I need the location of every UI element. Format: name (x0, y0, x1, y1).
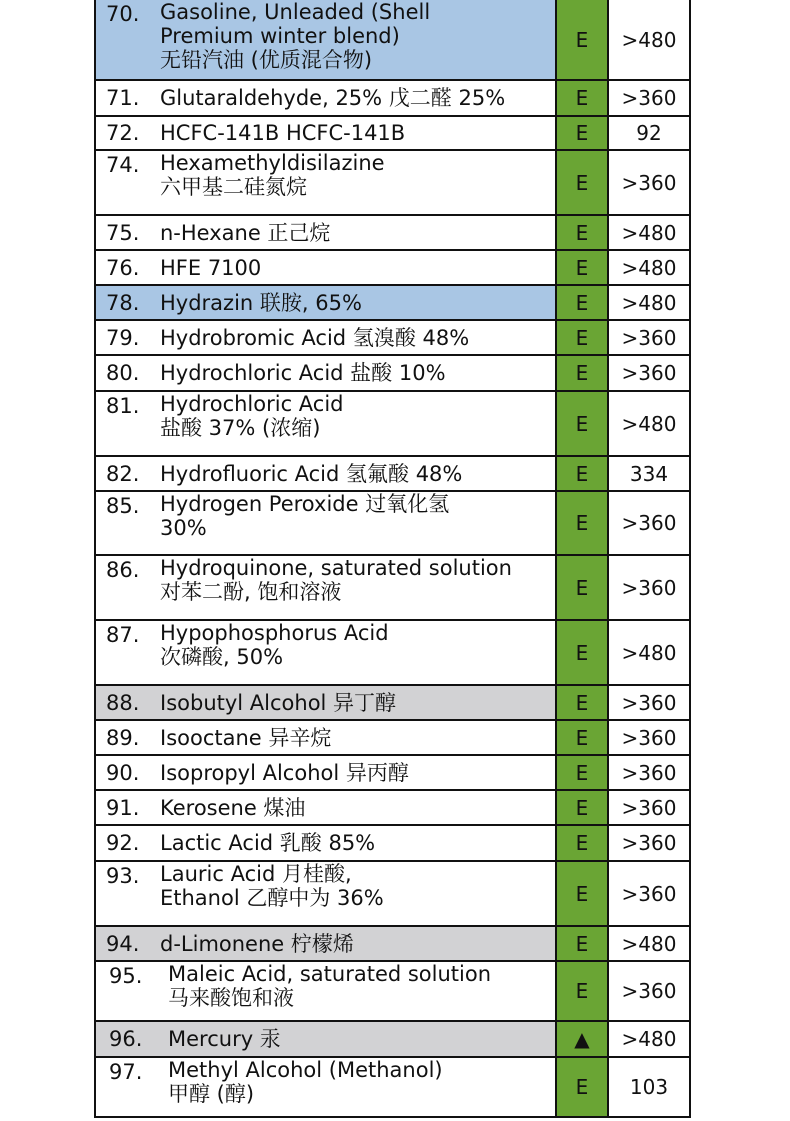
breakthrough-time-cell: >360 (609, 962, 691, 1020)
rating-cell: E (555, 286, 609, 319)
row-number: 97. (109, 1060, 143, 1084)
row-number: 74. (106, 153, 140, 177)
row-number: 78. (106, 290, 140, 315)
table-row (94, 151, 691, 216)
breakthrough-time-cell: 334 (609, 457, 691, 490)
breakthrough-time-cell: >360 (609, 151, 691, 214)
row-number: 70. (106, 2, 140, 26)
chemical-name (160, 0, 555, 72)
table-row (94, 826, 691, 862)
table-row (94, 721, 691, 756)
chemical-name-cell (94, 927, 555, 960)
table-row (94, 117, 691, 151)
chemical-name-cell (94, 962, 555, 1020)
table-row (94, 321, 691, 356)
chemical-name-cell (94, 356, 555, 390)
rating-cell: E (555, 721, 609, 754)
rating-cell: E (555, 492, 609, 554)
rating-cell: E (555, 1058, 609, 1116)
row-number: 71. (106, 86, 140, 110)
chemical-name-line: Hydrofluoric Acid 氢氟酸 48% (160, 461, 463, 486)
row-number: 90. (106, 760, 140, 785)
chemical-name (160, 761, 555, 785)
chemical-name (160, 121, 555, 145)
breakthrough-time-cell: >360 (609, 756, 691, 789)
table-row (94, 1022, 691, 1058)
chemical-name-line: Hydrobromic Acid 氢溴酸 48% (160, 325, 470, 350)
table-row (94, 286, 691, 321)
chemical-name-line: Lactic Acid 乳酸 85% (160, 831, 376, 855)
chemical-name-cell (94, 721, 555, 754)
chemical-name-line: HFE 7100 (160, 255, 262, 280)
rating-cell: E (555, 826, 609, 860)
breakthrough-time-cell: >480 (609, 216, 691, 249)
chemical-name-line: Hydrogen Peroxide 过氧化氢 (160, 492, 450, 516)
chemical-name-line: 对苯二酚, 饱和溶液 (160, 580, 342, 604)
row-number: 96. (109, 1027, 143, 1051)
rating-cell: E (555, 621, 609, 684)
chemical-name (160, 462, 555, 486)
row-number: 86. (106, 558, 140, 582)
chemical-name-cell (94, 286, 555, 319)
chemical-name-line: 30% (160, 516, 207, 540)
breakthrough-time-cell: >360 (609, 492, 691, 554)
breakthrough-time-cell: >360 (609, 321, 691, 354)
rating-cell: E (555, 556, 609, 619)
table-row (94, 81, 691, 117)
chemical-name-line: Ethanol 乙醇中为 36% (160, 886, 384, 910)
rating-cell: E (555, 0, 609, 79)
chemical-name-cell (94, 0, 555, 79)
table-row (94, 756, 691, 791)
chemical-name (160, 862, 555, 910)
chemical-name (160, 221, 555, 245)
row-number: 88. (106, 690, 140, 715)
breakthrough-time-cell: >360 (609, 791, 691, 824)
row-number: 80. (106, 361, 140, 385)
chemical-name (160, 392, 555, 440)
row-number: 92. (106, 831, 140, 855)
table-row (94, 862, 691, 927)
table-row (94, 457, 691, 492)
breakthrough-time-cell: >360 (609, 862, 691, 925)
breakthrough-time-cell: >360 (609, 721, 691, 754)
chemical-name-line: 盐酸 37% (浓缩) (160, 416, 321, 440)
table-row (94, 962, 691, 1022)
chemical-name-cell (94, 826, 555, 860)
chemical-name-line: Hydrochloric Acid (160, 392, 344, 416)
chemical-name-line: 甲醇 (醇) (168, 1082, 255, 1106)
breakthrough-time-cell: >480 (609, 251, 691, 284)
row-number: 94. (106, 931, 140, 956)
chemical-name-line: Hydroquinone, saturated solution (160, 556, 512, 580)
chemical-name-line: 六甲基二硅氮烷 (160, 175, 307, 199)
breakthrough-time-cell: >480 (609, 621, 691, 684)
chemical-name-cell (94, 686, 555, 719)
row-number: 91. (106, 795, 140, 820)
table-row (94, 492, 691, 556)
chemical-name-cell (94, 117, 555, 149)
table-row (94, 216, 691, 251)
chemical-name-cell (94, 251, 555, 284)
chemical-name (160, 831, 555, 855)
chemical-name-cell (94, 556, 555, 619)
chemical-name-line: 无铅汽油 (优质混合物) (160, 48, 373, 72)
chemical-name (160, 492, 555, 540)
rating-cell: E (555, 927, 609, 960)
chemical-name-line: Glutaraldehyde, 25% 戊二醛 25% (160, 86, 506, 110)
row-number: 81. (106, 394, 140, 418)
chemical-name (160, 256, 555, 280)
chemical-name (160, 726, 555, 750)
breakthrough-time-cell: >360 (609, 556, 691, 619)
chemical-name-line: Mercury 汞 (168, 1027, 281, 1051)
chemical-name (168, 1027, 555, 1051)
breakthrough-time-cell: >360 (609, 81, 691, 115)
chemical-name-cell (94, 621, 555, 684)
chemical-name-line: Gasoline, Unleaded (Shell (160, 0, 431, 24)
breakthrough-time-cell: >480 (609, 286, 691, 319)
chemical-name-line: Hexamethyldisilazine (160, 151, 385, 175)
row-number: 79. (106, 325, 140, 350)
row-number: 82. (106, 461, 140, 486)
chemical-name-line: Isobutyl Alcohol 异丁醇 (160, 690, 397, 715)
chemical-name-line: Maleic Acid, saturated solution (168, 962, 492, 986)
chemical-name (160, 291, 555, 315)
chemical-name-cell (94, 791, 555, 824)
breakthrough-time-cell: >480 (609, 392, 691, 455)
rating-cell: ▲ (555, 1022, 609, 1056)
rating-cell: E (555, 117, 609, 149)
breakthrough-time-cell: >360 (609, 686, 691, 719)
table-row (94, 686, 691, 721)
chemical-name-line: Hydrazin 联胺, 65% (160, 290, 362, 315)
chemical-name (160, 556, 555, 604)
chemical-name-cell (94, 392, 555, 455)
chemical-name (160, 326, 555, 350)
table-row (94, 621, 691, 686)
breakthrough-time-cell: >480 (609, 0, 691, 79)
chemical-name-line: 马来酸饱和液 (168, 986, 294, 1010)
chemical-name-line: Hypophosphorus Acid (160, 621, 389, 645)
rating-cell: E (555, 962, 609, 1020)
breakthrough-time-cell: >360 (609, 826, 691, 860)
row-number: 95. (109, 964, 143, 988)
rating-cell: E (555, 356, 609, 390)
table-row (94, 791, 691, 826)
chemical-name-line: HCFC-141B HCFC-141B (160, 121, 406, 145)
table-row (94, 556, 691, 621)
row-number: 87. (106, 623, 140, 647)
breakthrough-time-cell: >480 (609, 927, 691, 960)
chemical-name (160, 86, 555, 110)
rating-cell: E (555, 321, 609, 354)
chemical-name (168, 962, 555, 1010)
table-row (94, 927, 691, 962)
chemical-name-cell (94, 457, 555, 490)
row-number: 76. (106, 255, 140, 280)
chemical-name (160, 932, 555, 956)
chemical-name-line: Hydrochloric Acid 盐酸 10% (160, 361, 446, 385)
rating-cell: E (555, 791, 609, 824)
chemical-name-cell (94, 756, 555, 789)
rating-cell: E (555, 862, 609, 925)
chemical-name-cell (94, 216, 555, 249)
chemical-name (160, 796, 555, 820)
chemical-name-line: d-Limonene 柠檬烯 (160, 931, 354, 956)
chemical-name-line: Methyl Alcohol (Methanol) (168, 1058, 443, 1082)
chemical-name-line: Isopropyl Alcohol 异丙醇 (160, 760, 409, 785)
rating-cell: E (555, 756, 609, 789)
chemical-resistance-table (94, 0, 691, 1118)
chemical-name-cell (94, 1058, 555, 1116)
row-number: 89. (106, 725, 140, 750)
rating-cell: E (555, 81, 609, 115)
table-row (94, 1058, 691, 1118)
row-number: 93. (106, 864, 140, 888)
chemical-name-cell (94, 1022, 555, 1056)
chemical-name (160, 621, 555, 669)
chemical-name-line: Kerosene 煤油 (160, 795, 306, 820)
rating-cell: E (555, 151, 609, 214)
rating-cell: E (555, 457, 609, 490)
chemical-name-cell (94, 862, 555, 925)
table-row (94, 0, 691, 81)
row-number: 85. (106, 494, 140, 518)
chemical-name-cell (94, 81, 555, 115)
breakthrough-time-cell: 92 (609, 117, 691, 149)
rating-cell: E (555, 392, 609, 455)
row-number: 75. (106, 220, 140, 245)
rating-cell: E (555, 251, 609, 284)
chemical-name-line: n-Hexane 正己烷 (160, 220, 331, 245)
chemical-name-cell (94, 151, 555, 214)
rating-cell: E (555, 686, 609, 719)
rating-cell: E (555, 216, 609, 249)
breakthrough-time-cell: >360 (609, 356, 691, 390)
table-row (94, 251, 691, 286)
table-row (94, 356, 691, 392)
breakthrough-time-cell: >480 (609, 1022, 691, 1056)
table-row (94, 392, 691, 457)
chemical-name (160, 361, 555, 385)
chemical-name-cell (94, 321, 555, 354)
chemical-name (160, 151, 555, 199)
chemical-name-line: Lauric Acid 月桂酸, (160, 862, 352, 886)
chemical-name-line: 次磷酸, 50% (160, 645, 284, 669)
breakthrough-time-cell: 103 (609, 1058, 691, 1116)
chemical-name (168, 1058, 555, 1106)
chemical-name-line: Isooctane 异辛烷 (160, 725, 332, 750)
chemical-name-line: Premium winter blend) (160, 24, 400, 48)
row-number: 72. (106, 121, 140, 145)
chemical-name (160, 691, 555, 715)
chemical-name-cell (94, 492, 555, 554)
